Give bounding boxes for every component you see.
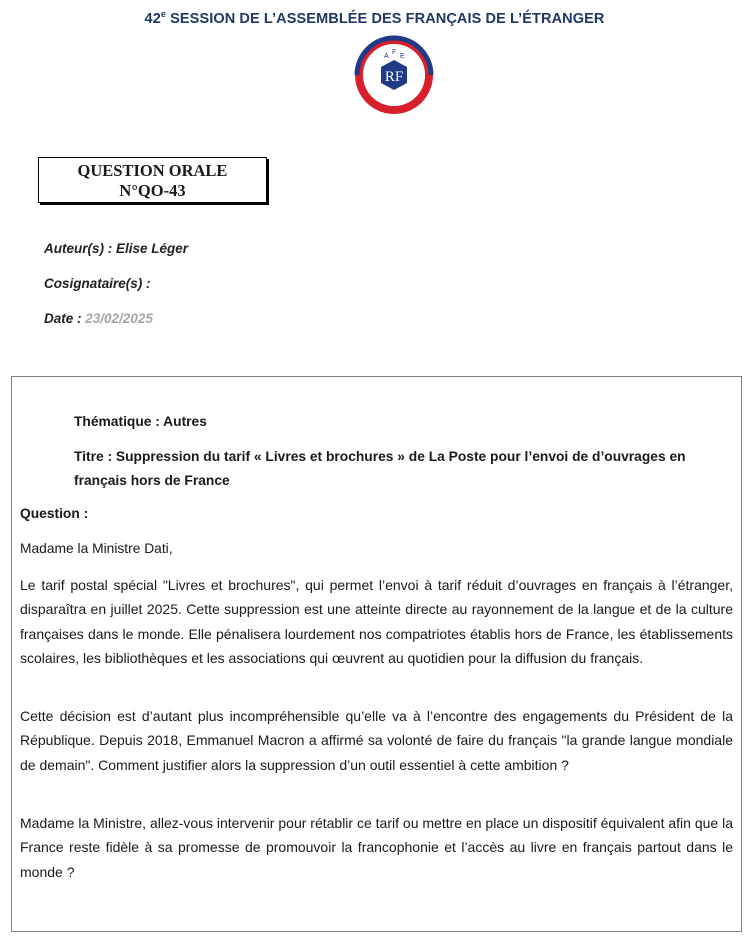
salutation: Madame la Ministre Dati, <box>20 541 173 556</box>
paragraph-3: Madame la Ministre, allez-vous intervenir pour rétablir ce tarif ou mettre en place un dispositif équivalent afin que la France reste fidèle à sa promesse de promouvoir la francophonie et l’accès au livre en français partout dans le monde ? <box>20 815 733 880</box>
author-label: Auteur(s) : <box>44 241 116 256</box>
date-value: 23/02/2025 <box>85 311 153 326</box>
logo-letter-f: F <box>392 49 397 56</box>
question-orale-number: N°QO-43 <box>119 181 186 200</box>
question-label: Question : <box>20 506 89 521</box>
logo-letter-a: A <box>384 53 389 60</box>
titre-line-1: Titre : Suppression du tarif « Livres et brochures » de La Poste pour l’envoi de d’ouvrages en <box>74 449 686 464</box>
session-title <box>0 11 749 27</box>
question-content-box <box>11 376 742 932</box>
paragraph-1: Le tarif postal spécial "Livres et brochures", qui permet l’envoi à tarif réduit d’ouvrages en français à l’étranger, disparaîtra en juillet 2025. Cette suppression est une atteinte directe au rayonnement de la langue et de la culture françaises dans le monde. Elle pénalisera lourdement nos compatriotes établis hors de France, les établissements scolaires, les bibliothèques et les associations qui œuvrent au quotidien pour la diffusion du français. <box>20 577 733 666</box>
question-orale-box <box>38 157 267 203</box>
thematique: Thématique : Autres <box>74 414 207 429</box>
cosignataire-line <box>44 276 151 291</box>
author-line <box>44 241 188 256</box>
author-value: Elise Léger <box>116 241 189 256</box>
date-label: Date : <box>44 311 86 326</box>
afe-logo <box>353 34 435 116</box>
session-ordinal: 42 <box>144 11 161 27</box>
session-ordinal-suffix: e <box>160 9 166 20</box>
question-orale-title: QUESTION ORALE <box>77 161 228 180</box>
cosignataire-label: Cosignataire(s) : <box>44 276 151 291</box>
logo-monogram: RF <box>384 69 404 85</box>
logo-letter-e: E <box>400 53 405 60</box>
paragraph-2: Cette décision est d’autant plus incompréhensible qu’elle va à l’encontre des engagements du Président de la République. Depuis 2018, Emmanuel Macron a affirmé sa volonté de faire du français "la grande langue mondiale de demain". Comment justifier alors la suppression d’un outil essentiel à cette ambition ? <box>20 708 733 773</box>
date-line <box>44 311 153 326</box>
titre-line-2: français hors de France <box>74 473 230 488</box>
session-title-text: SESSION DE L’ASSEMBLÉE DES FRANÇAIS DE L’ÉTRANGER <box>166 11 605 27</box>
